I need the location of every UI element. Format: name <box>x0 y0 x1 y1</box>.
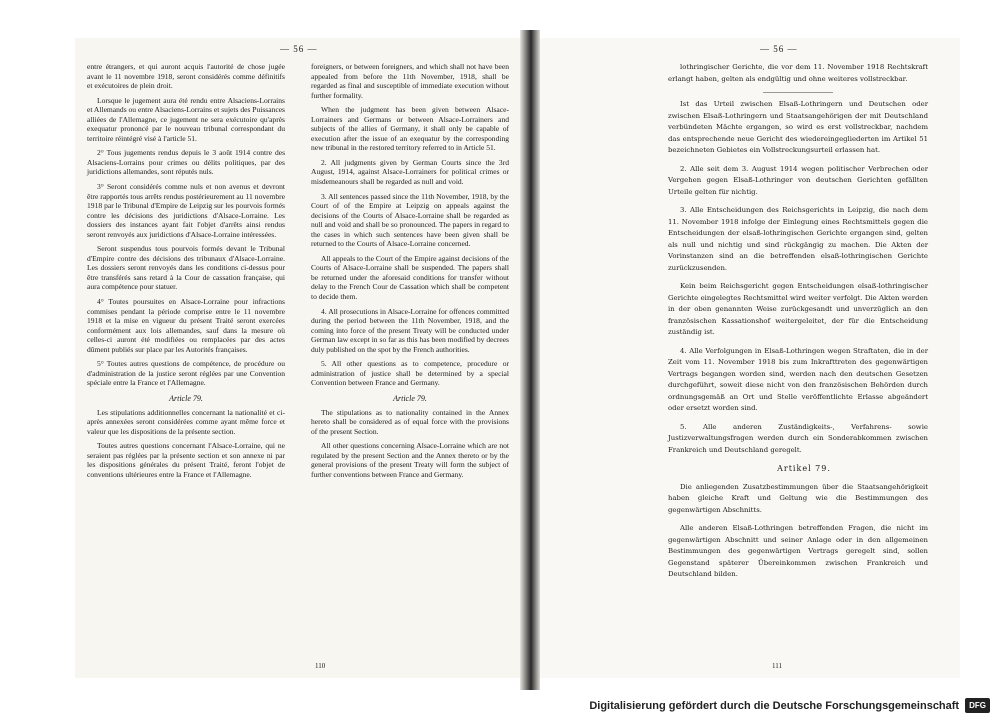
english-paragraph: 5. All other questions as to competence, procedure or administration of justice shall be determined by a special Convention between France and Germany. <box>311 359 509 388</box>
german-paragraph: 2. Alle seit dem 3. August 1914 wegen politischer Verbrechen oder Vergehen gegen Elsaß-Lothringer von deutschen Gerichten gefällten Urteile gelten für nichtig. <box>668 164 928 196</box>
english-column <box>311 62 509 484</box>
french-paragraph: 4° Toutes poursuites en Alsace-Lorraine pour infractions commises pendant la période comprise entre le 11 novembre 1918 et la mise en vigueur du présent Traité seront exercées conformément aux lois allemandes, sauf dans la mesure où celles-ci auront été modifiées ou remplacées par des actes dûment publiés sur place par les Autorités françaises. <box>87 297 285 354</box>
german-paragraph: Kein beim Reichsgericht gegen Entscheidungen elsaß-lothringischer Gerichte eingelegtes Rechtsmittel wird weiter verfolgt. Die Akten werden in der oben genannten Weise zurückgesandt und unverzüglich an den französischen Kassationshof weitergeleitet, der für die Entscheidung zuständig ist. <box>668 282 928 336</box>
french-paragraph: 3° Seront considérés comme nuls et non avenus et devront être rapportés tous arrêts rendus postérieurement au 11 novembre 1918 par le Tribunal d'Empire de Leipzig sur les pourvois formés contre les décisions des juridictions d'Alsace-Lorraine. Les dossiers des instances ayant fait l'objet d'arrêts ainsi rendus seront renvoyés aux juridictions d'Alsace-Lorraine intéressées. <box>87 182 285 239</box>
german-paragraph: Ist das Urteil zwischen Elsaß-Lothringern und Deutschen oder zwischen Elsaß-Lothringern und Staatsangehörigen der mit Deutschland verbündeten Mächte ergangen, so wird es erst vollstreckbar, nachdem das entsprechende neue Gericht des wiedereingegliederten im Artikel 51 bezeichneten Gebietes ein Vollstreckungsurteil erlassen hat. <box>668 100 928 154</box>
french-paragraph: Lorsque le jugement aura été rendu entre Alsaciens-Lorrains et Allemands ou entre Alsaciens-Lorrains et sujets des Puissances alliées de l'Allemagne, ce jugement ne sera exécutoire qu'après exequatur prononcé par le nouveau tribunal correspondant du territoire réintégré visé à l'article 51. <box>87 95 285 143</box>
english-paragraph: 3. All sentences passed since the 11th November, 1918, by the Court of of the Empire at Leipzig on appeals against the decisions of the Courts of Alsace-Lorraine shall be regarded as null and void and shall be so pronounced. The papers in regard to the cases in which such sentences have been given shall be returned to the Courts of Alsace-Lorraine concerned. <box>311 191 509 249</box>
french-column <box>87 62 285 484</box>
left-footer-number: 110 <box>315 662 326 670</box>
left-page-number: — 56 — <box>280 44 318 54</box>
english-paragraph: All appeals to the Court of the Empire against decisions of the Courts of Alsace-Lorraine shall be suspended. The papers shall be returned under the aforesaid conditions for transfer without delay to the French Cour de Cassation which shall be competent to decide them. <box>311 253 509 302</box>
dfg-logo-icon: DFG <box>965 698 990 713</box>
german-paragraph: Die anliegenden Zusatzbestimmungen über die Staatsangehörigkeit haben gleiche Kraft und Geltung wie die Bestimmungen des gegenwärtigen Abschnitts. <box>668 482 928 514</box>
french-paragraph: Seront suspendus tous pourvois formés devant le Tribunal d'Empire contre des décisions des tribunaux d'Alsace-Lorraine. Les dossiers seront renvoyés dans les conditions ci-dessus pour être transférés sans retard à la Cour de cassation française, qui aura compétence pour statuer. <box>87 244 285 292</box>
german-paragraph: lothringischer Gerichte, die vor dem 11. November 1918 Rechtskraft erlangt haben, gelten als endgültig und ohne weiteres vollstreckbar. <box>668 63 928 83</box>
right-page <box>540 38 960 678</box>
german-column <box>668 62 928 588</box>
german-paragraph: 5. Alle anderen Zuständigkeits-, Verfahrens- sowie Justizverwaltungsfragen werden durch ein Sonderabkommen zwischen Frankreich und Deutschland geregelt. <box>668 422 928 454</box>
right-footer-number: 111 <box>772 662 782 670</box>
english-paragraph: foreigners, or between foreigners, and which shall not have been appealed from before the 11th November, 1918, shall be regarded as final and susceptible of immediate execution without further formality. <box>311 62 509 100</box>
french-paragraph: entre étrangers, et qui auront acquis l'autorité de chose jugée avant le 11 novembre 1918, seront considérés comme définitifs et exécutoires de plein droit. <box>87 62 285 91</box>
german-paragraph: Alle anderen Elsaß-Lothringen betreffenden Fragen, die nicht im gegenwärtigen Abschnitt und seiner Anlage oder in den allgemeinen Bestimmungen des gegenwärtigen Vertrags geregelt sind, sollen Gegenstand späterer Übereinkommen zwischen Frankreich und Deutschland bilden. <box>668 524 928 578</box>
german-paragraph: 3. Alle Entscheidungen des Reichsgerichts in Leipzig, die nach dem 11. November 1918 infolge der Einlegung eines Rechtsmittels gegen die Entscheidungen der elsaß-lothringischen Gerichte ergangen sind, gelten als null und nichtig und sind rückgängig zu machen. Die Akten der Vorinstanzen sind an die betreffenden elsaß-lothringischen Gerichte zurückzusenden. <box>668 206 928 272</box>
french-paragraph: Les stipulations additionnelles concernant la nationalité et ci-après annexées seront considérées comme ayant même force et valeur que les dispositions de la présente section. <box>87 407 285 436</box>
right-page-number: — 56 — <box>760 44 798 54</box>
english-paragraph: 4. All prosecutions in Alsace-Lorraine for offences committed during the period between the 11th November, 1918, and the coming into force of the present Treaty will be conducted under German law except in so far as this has been modified by decrees duly published on the spot by the French authorities. <box>311 306 509 354</box>
dfg-footer-text: Digitalisierung gefördert durch die Deutsche Forschungsgemeinschaft <box>589 699 960 712</box>
english-paragraph: 2. All judgments given by German Courts since the 3rd August, 1914, against Alsace-Lorrainers for political crimes or misdemeanours shall be regarded as null and void. <box>311 157 509 187</box>
german-article-heading: Artikel 79. <box>777 464 831 473</box>
english-paragraph: All other questions concerning Alsace-Lorraine which are not regulated by the present Section and the Annex thereto or by the general provisions of the present Treaty will form the subject of further conventions between France and Germany. <box>311 441 509 479</box>
book-gutter <box>520 30 540 690</box>
french-article-heading: Article 79. <box>169 393 203 403</box>
english-paragraph: When the judgment has been given between Alsace-Lorrainers and Germans or between Alsace-Lorrainers and subjects of the allies of Germany, it shall only be capable of execution after the issue of an exequatur by the corresponding new tribunal in the restored territory referred to in Article 51. <box>311 105 509 153</box>
french-paragraph: 2° Tous jugements rendus depuis le 3 août 1914 contre des Alsaciens-Lorrains pour crimes ou délits politiques, par des juridictions allemandes, sont réputés nuls. <box>87 148 285 177</box>
english-article-heading: Article 79. <box>393 393 427 403</box>
french-paragraph: Toutes autres questions concernant l'Alsace-Lorraine, qui ne seraient pas réglées par la présente section et son annexe ni par les dispositions générales du présent Traité, feront l'objet de conventions ultérieures entre la France et l'Allemagne. <box>87 441 285 479</box>
left-page <box>75 38 520 678</box>
separator <box>763 92 833 93</box>
german-paragraph: 4. Alle Verfolgungen in Elsaß-Lothringen wegen Straftaten, die in der Zeit vom 11. November 1918 bis zum Inkrafttreten des gegenwärtigen Vertrags begangen worden sind, werden nach den deutschen Gesetzen durchgeführt, soweit diese nicht von den französischen Behörden durch ordnungsgemäß an Ort und Stelle veröffentlichte Erlasse abgeändert oder ersetzt worden sind. <box>668 346 928 412</box>
english-paragraph: The stipulations as to nationality contained in the Annex hereto shall be considered as of equal force with the provisions of the present Section. <box>311 407 509 436</box>
dfg-footer <box>589 698 990 713</box>
french-paragraph: 5° Toutes autres questions de compétence, de procédure ou d'administration de la justice seront réglées par une Convention spéciale entre la France et l'Allemagne. <box>87 359 285 388</box>
